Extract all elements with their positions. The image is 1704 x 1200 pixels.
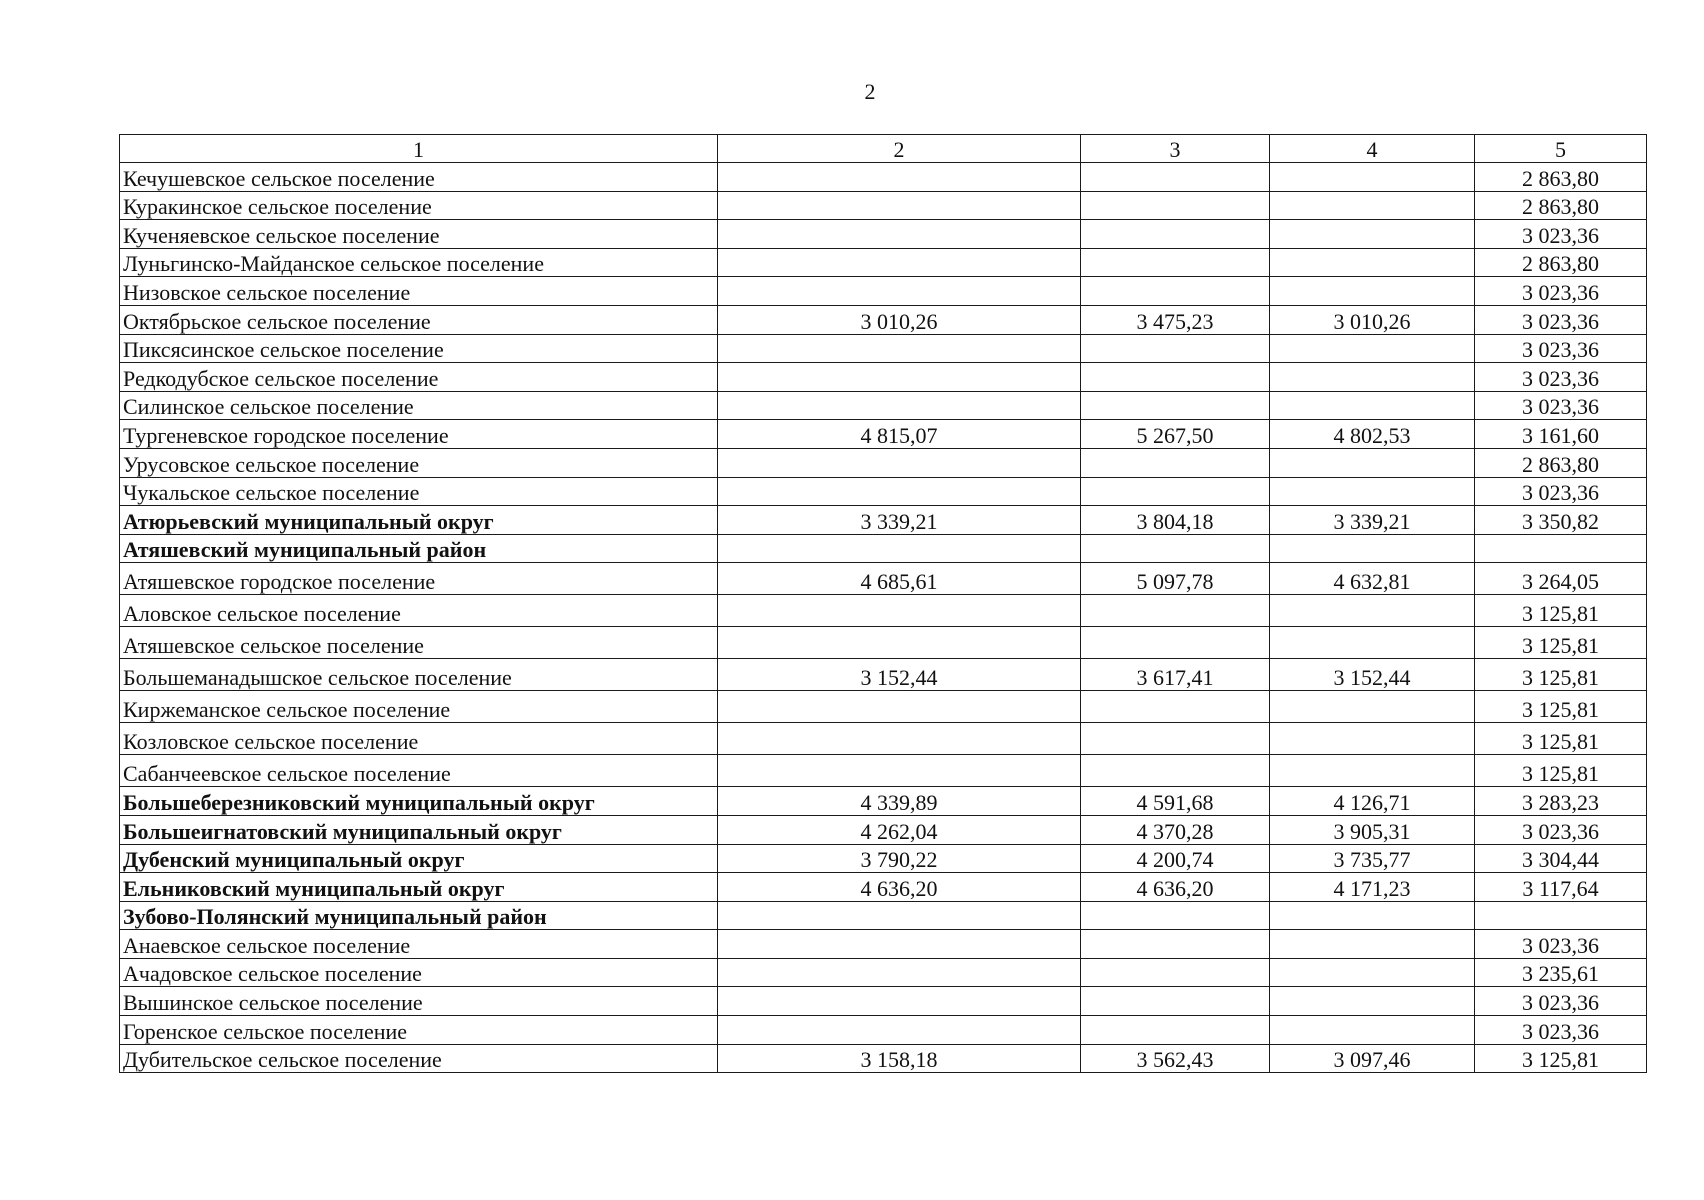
row-value-cell-5: 3 023,36 [1475,1016,1647,1045]
row-value-cell-4 [1270,277,1475,306]
row-value-cell-5: 3 125,81 [1475,627,1647,659]
table-row [120,305,1647,334]
table-row [120,220,1647,249]
row-value-cell-5: 3 023,36 [1475,391,1647,420]
row-value-cell-3 [1081,627,1270,659]
row-value-cell-2: 3 339,21 [718,506,1081,535]
row-value-cell-5: 2 863,80 [1475,163,1647,192]
table-row [120,787,1647,816]
row-value-cell-5: 3 023,36 [1475,220,1647,249]
row-value-cell-2 [718,163,1081,192]
column-header-2: 2 [718,135,1081,163]
row-name-cell: Анаевское сельское поселение [120,930,718,959]
row-value-cell-2 [718,277,1081,306]
row-value-cell-4 [1270,248,1475,277]
row-name-cell: Вышинское сельское поселение [120,987,718,1016]
row-value-cell-4 [1270,723,1475,755]
row-value-cell-3: 4 200,74 [1081,844,1270,873]
row-value-cell-3 [1081,958,1270,987]
row-value-cell-3 [1081,334,1270,363]
row-value-cell-3 [1081,363,1270,392]
table-row [120,334,1647,363]
table-row [120,723,1647,755]
row-value-cell-2: 4 262,04 [718,815,1081,844]
row-value-cell-3: 4 370,28 [1081,815,1270,844]
row-value-cell-4 [1270,901,1475,930]
row-value-cell-5: 3 023,36 [1475,363,1647,392]
row-value-cell-2 [718,248,1081,277]
row-name-cell: Редкодубское сельское поселение [120,363,718,392]
table-row [120,534,1647,563]
row-value-cell-5: 3 350,82 [1475,506,1647,535]
row-name-cell: Октябрьское сельское поселение [120,305,718,334]
table-row [120,755,1647,787]
row-name-cell: Атяшевское сельское поселение [120,627,718,659]
row-value-cell-4 [1270,595,1475,627]
row-value-cell-4 [1270,334,1475,363]
row-value-cell-4: 4 171,23 [1270,873,1475,902]
row-name-cell: Урусовское сельское поселение [120,448,718,477]
row-value-cell-5: 3 023,36 [1475,334,1647,363]
row-value-cell-4: 4 126,71 [1270,787,1475,816]
table-row [120,163,1647,192]
row-value-cell-5: 2 863,80 [1475,448,1647,477]
row-value-cell-4: 3 010,26 [1270,305,1475,334]
row-value-cell-4: 4 802,53 [1270,420,1475,449]
table-row [120,627,1647,659]
row-name-cell: Дубенский муниципальный округ [120,844,718,873]
table-row [120,420,1647,449]
row-value-cell-4: 3 905,31 [1270,815,1475,844]
row-value-cell-2 [718,220,1081,249]
row-name-cell: Большеманадышское сельское поселение [120,659,718,691]
row-value-cell-2: 3 010,26 [718,305,1081,334]
row-value-cell-2: 4 815,07 [718,420,1081,449]
row-value-cell-3 [1081,277,1270,306]
row-value-cell-3 [1081,191,1270,220]
row-value-cell-3 [1081,595,1270,627]
row-value-cell-5: 3 023,36 [1475,277,1647,306]
table-row [120,477,1647,506]
row-value-cell-3: 5 267,50 [1081,420,1270,449]
row-value-cell-4 [1270,755,1475,787]
row-name-cell: Большеберезниковский муниципальный округ [120,787,718,816]
row-value-cell-4: 3 152,44 [1270,659,1475,691]
row-name-cell: Кученяевское сельское поселение [120,220,718,249]
row-value-cell-2 [718,363,1081,392]
row-value-cell-5: 2 863,80 [1475,248,1647,277]
table-row [120,595,1647,627]
row-value-cell-3 [1081,901,1270,930]
row-value-cell-3: 4 636,20 [1081,873,1270,902]
row-value-cell-4 [1270,534,1475,563]
row-name-cell: Аловское сельское поселение [120,595,718,627]
row-name-cell: Атюрьевский муниципальный округ [120,506,718,535]
table-row [120,506,1647,535]
row-value-cell-3: 3 804,18 [1081,506,1270,535]
row-name-cell: Пиксясинское сельское поселение [120,334,718,363]
row-value-cell-2: 4 636,20 [718,873,1081,902]
row-value-cell-4 [1270,191,1475,220]
column-header-4: 4 [1270,135,1475,163]
column-header-5: 5 [1475,135,1647,163]
row-value-cell-2: 4 685,61 [718,563,1081,595]
row-value-cell-4 [1270,958,1475,987]
row-value-cell-4 [1270,930,1475,959]
row-value-cell-2 [718,191,1081,220]
row-value-cell-2 [718,1016,1081,1045]
row-value-cell-2 [718,987,1081,1016]
row-value-cell-2 [718,901,1081,930]
row-value-cell-5: 3 023,36 [1475,987,1647,1016]
data-table [119,134,1647,1073]
row-value-cell-3 [1081,930,1270,959]
row-value-cell-3 [1081,1016,1270,1045]
row-value-cell-4: 3 735,77 [1270,844,1475,873]
table-row [120,958,1647,987]
row-value-cell-2: 3 158,18 [718,1044,1081,1073]
row-value-cell-2 [718,477,1081,506]
row-name-cell: Ельниковский муниципальный округ [120,873,718,902]
row-value-cell-3 [1081,163,1270,192]
table-row [120,391,1647,420]
table-row [120,563,1647,595]
row-value-cell-3 [1081,691,1270,723]
row-value-cell-2 [718,755,1081,787]
row-name-cell: Ачадовское сельское поселение [120,958,718,987]
row-value-cell-2 [718,595,1081,627]
table-row [120,691,1647,723]
row-value-cell-2 [718,691,1081,723]
row-name-cell: Зубово-Полянский муниципальный район [120,901,718,930]
row-name-cell: Силинское сельское поселение [120,391,718,420]
row-name-cell: Киржеманское сельское поселение [120,691,718,723]
row-value-cell-5: 3 125,81 [1475,595,1647,627]
table-body [120,135,1647,1073]
row-value-cell-2 [718,448,1081,477]
row-value-cell-2: 3 152,44 [718,659,1081,691]
table-row [120,901,1647,930]
row-value-cell-5: 3 161,60 [1475,420,1647,449]
row-value-cell-4 [1270,448,1475,477]
page-number: 2 [864,79,876,104]
row-value-cell-4: 4 632,81 [1270,563,1475,595]
row-value-cell-5: 3 117,64 [1475,873,1647,902]
row-value-cell-2 [718,534,1081,563]
row-value-cell-3 [1081,391,1270,420]
row-value-cell-5: 3 023,36 [1475,305,1647,334]
row-value-cell-5: 3 023,36 [1475,477,1647,506]
table-row [120,448,1647,477]
row-value-cell-2 [718,627,1081,659]
row-value-cell-4 [1270,1016,1475,1045]
table-row [120,659,1647,691]
row-name-cell: Большеигнатовский муниципальный округ [120,815,718,844]
table-row [120,1044,1647,1073]
row-name-cell: Сабанчеевское сельское поселение [120,755,718,787]
row-value-cell-2 [718,930,1081,959]
row-value-cell-3 [1081,477,1270,506]
row-value-cell-5 [1475,901,1647,930]
row-name-cell: Атяшевское городское поселение [120,563,718,595]
table-row [120,363,1647,392]
row-value-cell-4 [1270,163,1475,192]
row-value-cell-3 [1081,534,1270,563]
table-row [120,815,1647,844]
row-value-cell-4: 3 097,46 [1270,1044,1475,1073]
table-row [120,191,1647,220]
row-value-cell-3 [1081,248,1270,277]
row-value-cell-4 [1270,987,1475,1016]
row-value-cell-5: 3 304,44 [1475,844,1647,873]
row-value-cell-2 [718,723,1081,755]
row-name-cell: Атяшевский муниципальный район [120,534,718,563]
row-value-cell-3 [1081,987,1270,1016]
row-value-cell-3: 3 475,23 [1081,305,1270,334]
column-header-1: 1 [120,135,718,163]
row-value-cell-4 [1270,220,1475,249]
row-value-cell-4 [1270,477,1475,506]
table-row [120,277,1647,306]
row-value-cell-4: 3 339,21 [1270,506,1475,535]
table-row [120,844,1647,873]
row-value-cell-2: 3 790,22 [718,844,1081,873]
row-value-cell-3 [1081,723,1270,755]
row-value-cell-4 [1270,363,1475,392]
table-row [120,930,1647,959]
table-row [120,1016,1647,1045]
row-value-cell-2 [718,391,1081,420]
row-value-cell-3 [1081,755,1270,787]
row-value-cell-5: 3 283,23 [1475,787,1647,816]
row-value-cell-3: 3 617,41 [1081,659,1270,691]
row-value-cell-2: 4 339,89 [718,787,1081,816]
table-row [120,987,1647,1016]
row-value-cell-3: 5 097,78 [1081,563,1270,595]
row-name-cell: Тургеневское городское поселение [120,420,718,449]
row-name-cell: Кечушевское сельское поселение [120,163,718,192]
row-value-cell-5: 3 125,81 [1475,755,1647,787]
row-value-cell-2 [718,958,1081,987]
row-value-cell-5: 3 125,81 [1475,723,1647,755]
row-value-cell-3 [1081,448,1270,477]
row-value-cell-5: 3 235,61 [1475,958,1647,987]
row-value-cell-5: 3 125,81 [1475,691,1647,723]
column-header-3: 3 [1081,135,1270,163]
row-value-cell-4 [1270,691,1475,723]
row-name-cell: Чукальское сельское поселение [120,477,718,506]
row-value-cell-3 [1081,220,1270,249]
row-name-cell: Низовское сельское поселение [120,277,718,306]
table-row [120,873,1647,902]
row-value-cell-5: 3 264,05 [1475,563,1647,595]
row-value-cell-2 [718,334,1081,363]
row-value-cell-3: 3 562,43 [1081,1044,1270,1073]
row-name-cell: Луньгинско-Майданское сельское поселение [120,248,718,277]
row-value-cell-5: 3 023,36 [1475,930,1647,959]
row-value-cell-5: 3 023,36 [1475,815,1647,844]
row-value-cell-5: 2 863,80 [1475,191,1647,220]
table-header-row [120,135,1647,163]
row-value-cell-3: 4 591,68 [1081,787,1270,816]
row-value-cell-4 [1270,391,1475,420]
row-value-cell-4 [1270,627,1475,659]
row-value-cell-5: 3 125,81 [1475,659,1647,691]
row-value-cell-5: 3 125,81 [1475,1044,1647,1073]
row-value-cell-5 [1475,534,1647,563]
row-name-cell: Дубительское сельское поселение [120,1044,718,1073]
row-name-cell: Куракинское сельское поселение [120,191,718,220]
table-row [120,248,1647,277]
row-name-cell: Горенское сельское поселение [120,1016,718,1045]
row-name-cell: Козловское сельское поселение [120,723,718,755]
